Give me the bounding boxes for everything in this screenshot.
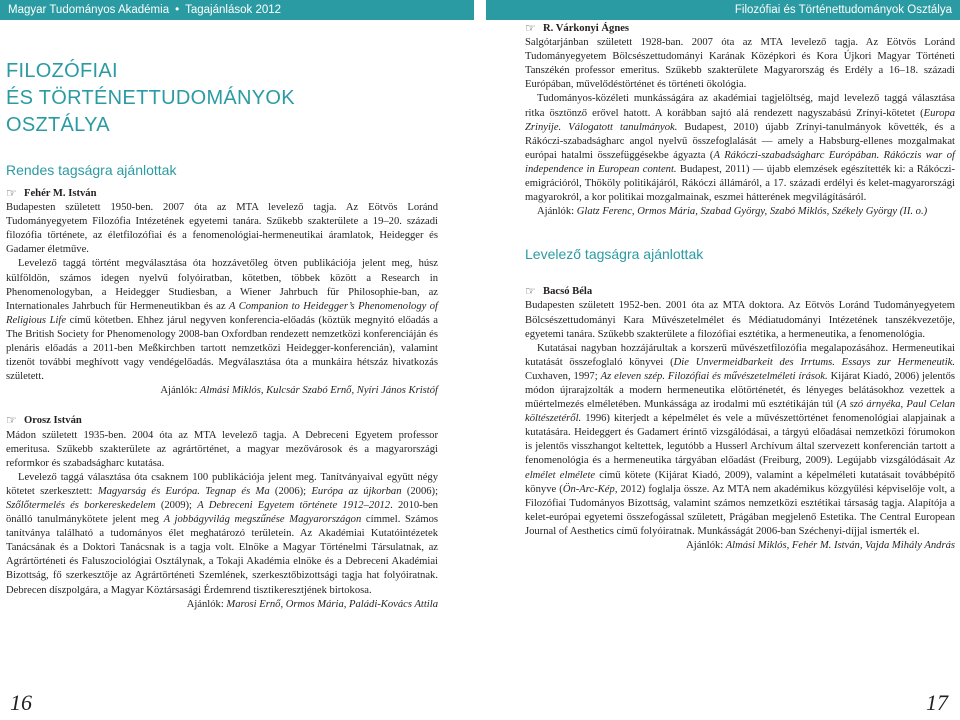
book-title: Európa az újkorban [311,485,402,497]
book-title: Die Unvermeidbarkeit des Irrtums. Essays zur Hermeneutik. [673,356,955,368]
recommenders-names: Almási Miklós, Kulcsár Szabó Ernő, Nyíri János Kristóf [197,385,438,397]
text-run: Cuxhaven, 1997; [525,370,601,382]
book-title: Az elmélet elmélete [525,455,955,481]
book-title: A Rákóczi-szabadságharc Európában. Rákóczis war of independence in European content. [525,149,955,175]
text-run: című kötetben. Ehhez járul negyven konferencia-előadás (köztük megnyitó előadás a The British Society for Phenomenology 2008-ban Oxfordban rendezett nemzetközi konferenciáján és plenáris előadás a 2011-ben Meßkirchben tartott nemzetközi Heidegger-konferencián), valamint tizenöt további meghívott vagy vendégelőadás. Megválasztása óta a munkáira hétszáz hivatkozás született. [6,314,438,383]
person-entry-varkonyi [525,22,955,219]
header-publication: Tagajánlások 2012 [185,4,282,16]
person-name [525,285,955,299]
person-name [6,187,438,201]
text-run: 1996) kiterjedt a képelmélet és vele a művészettörténet fenomenológiai alapjainak a kutatására. Heideggert és Gadamert érintő vizsgálódásai, a tárgyú előadásai nemzetközi fórumokon is jelentős visszhangot keltettek, legutóbb a Husserl Archívum által szervezett konferencián tartott a fenomenológia és a hermeneutika tárgyában előadást (Freiburg, 2009). Legújabb vizsgálódásait [525,413,955,467]
recommenders-label: Ajánlók: [537,206,575,218]
text-run: Kijárat Kiadó, 2006) jelentős módon újrarajzolták a modern hermeneutika elötörténetét, és lényeges belátásokhoz vezettek a műértelmezés elméletében. Munkássága az irodalmi mű esztétikáján túl ( [525,370,956,411]
page-title-line-3: OSZTÁLYA [6,114,110,136]
page-header-right [486,0,960,20]
page-number-left: 16 [10,690,32,715]
recommenders-label: Ajánlók: [686,540,724,551]
header-org: Magyar Tudományos Akadémia [8,4,170,16]
book-title: A szó árnyéka, Paul Celan költészetéről. [525,399,955,425]
page-title-line-1: FILOZÓFIAI [6,60,118,82]
achievements-paragraph [6,471,438,598]
achievements-paragraph [525,92,955,205]
person-name-text: Bacsó Béla [543,286,593,298]
recommenders-label: Ajánlók: [186,598,224,610]
text-run: Kutatásai nagyban hozzájárultak a korszerű művészetfilozófia megalapozásához. Hermeneutikai kutatását összefoglaló könyvei ( [525,342,955,368]
bio-paragraph: Salgótarjánban született 1928-ban. 2007 óta az MTA levelező tagja. Az Eötvös Loránd Tudományegyetem Bölcsészettudományi Karának Középkori és Kora Újkori Magyar Történeti Tanszékén professor emeritus. Szűkebb szakterülete Magyarország és Erdély a 16–18. századi Európában, művelődéstörténet és történeti ökológia. [525,37,955,91]
recommenders-label: Ajánlók: [160,385,198,397]
page-title [6,58,438,139]
person-name [6,414,438,428]
pointing-hand-icon: ☞ [6,186,17,200]
person-name-text: Fehér M. István [24,188,97,199]
text-run: Levelező taggá választása óta csaknem 100 publikációja jelent meg. Tanítványaival együtt négy kötetet szerkesztett: [6,471,438,497]
page-header-left [0,0,474,20]
book-title: Magyarság és Európa. Tegnap és Ma [97,485,270,497]
book-title: A Companion to Heidegger’s Phenomenology of Religious Life [6,300,438,326]
bio-paragraph: Budapesten született 1950-ben. 2007 óta az MTA levelező tagja. Az Eötvös Loránd Tudományegyetem Filozófia Intézetének egyetemi tanára. Szűkebb szakterülete a 19–20. századi filozófia története, az életfilozófiai és a fenomenológiai-hermeneutikai áramlatok, Heidegger és Gadamer életműve. [6,202,438,256]
recommenders-names: Glatz Ferenc, Ormos Mária, Szabad György, Szabó Miklós, Székely György (II. o.) [574,206,928,218]
left-column [6,22,438,612]
book-title: Szőlőtermelés és borkereskedelem [6,499,156,511]
person-name-text: Orosz István [24,415,82,427]
page-title-line-2: ÉS TÖRTÉNETTUDOMÁNYOK [6,87,295,109]
section-heading-corresponding: Levelező tagságra ajánlottak [525,246,704,263]
text-run: , 2012) foglalja össze. Az MTA nem akadémikus közgyűlési képviselője volt, a Filozófiai Tudományos Bizottság, valamint számos nemzetközi esztétikai társaság tagja. Alapítója a kelet-európai egyetemi összefogással született, Prágában megjelenő Estetika. The Central European Journal of Aesthetics című folyóiratnak. Munkásságát 2006-ban Széchenyi-díjjal ismerték el. [525,483,955,537]
page-number-right: 17 [926,690,948,715]
text-run: Budapest, 2011) — újabb elemzések egészítették ki: a Rákóczi-emigrációról, Thököly politikájáról, Rákóczi állámáról, a 17. századi erdélyi és kelet-magyarországi magyarokról, a kor politikai mozgalmainak, eszmei hátterének megvilágításáról. [525,163,955,204]
text-run: Tudományos-közéleti munkásságára az akadémiai tagjelöltség, majd levelező taggá választása ritka ösztönző erővel hatott. A korábban sajtó alá rendezett nagyszabású Zrínyi-kötetet ( [525,93,955,119]
pointing-hand-icon: ☞ [6,413,17,428]
text-run: címmel. Számos tanítványa található a tudományos élet meghatározó területein. Az Akadémiai Kutatóintézetek Tanácsának és a Doktori Tanácsnak is a tagja volt. Elnöke a Magyar Történelmi Társulatnak, az Agrártörténeti és Faluszociológiai Osztálynak, a Tokaji Akadémia elnöke és a Debreceni Akadémiai Bizottság, fő szerkesztője az Agrártörténeti Szemlének, szerkesztőbizottsági tagja hat folyóiratnak. Debrecen díszpolgára, a Magyar Köztársasági Érdemrend tisztikeresztjének birtokosa. [6,514,438,596]
book-title: A jobbágyvilág megszűnése Magyarországon [163,514,362,526]
recommenders [6,384,438,398]
person-name [525,22,955,36]
text-run: (2009); [155,499,198,511]
text-run: című kötete (Kijárat Kiadó, 2009), valamint a képelméleti kutatásait továbbépítő könyve ( [525,469,955,495]
recommenders [525,539,955,553]
book-title: Az eleven szép. Filozófiai és művészetelméleti írások. [600,370,828,382]
header-separator: • [175,4,180,16]
recommenders [6,598,438,612]
text-run: Budapest, 2010) újabb Zrínyi-tanulmányok követték, és a Rákóczi-szabadságharc angol nyelvű összefoglalását — amely a Habsburg-ellenes mozgalmakat európai hatalmi összefüggésekbe ágyazta ( [525,121,955,161]
person-entry-feher [6,187,438,398]
text-run: Levelező taggá történt megválasztása óta hozzávetőleg ötven publikációja jelent meg, húsz külföldön, számos idegen nyelvű folyóiratban, kötetben, többek között a Research in Phenomenologyban, a Heidegger Studiesban, a Wiener Jahrbuch für Philosophie-ban, az Internationales Jahrbuch für Hermeneutikban és az [6,258,438,312]
section-heading-regular: Rendes tagságra ajánlottak [6,162,177,178]
recommenders-names: Marosi Ernő, Ormos Mária, Paládi-Kovács Attila [223,598,438,610]
pointing-hand-icon: ☞ [525,21,536,35]
header-section-title: Filozófiai és Történettudományok Osztálya [734,4,952,16]
bio-paragraph: Budapesten született 1952-ben. 2001 óta az MTA doktora. Az Eötvös Loránd Tudományegyetem Bölcsészettudományi Kara Művészetelmélet és Médiatudományi Intézetének tanszékvezetője, egyetemi tanára. Szűkebb szakterülete a filozófiai esztétika, a hermeneutika, a fenomenológia. [525,300,955,340]
achievements-paragraph [6,257,438,384]
text-run: . 2010-ben önálló tanulmánykötete jelent meg [6,499,439,526]
right-column [525,22,955,553]
bio-paragraph: Mádon született 1935-ben. 2004 óta az MTA levelező tagja. A Debreceni Egyetem professor emeritusa. Szűkebb szakterülete az agrártörténet, a magyar mezővárosok és a magyarországi reformkor és szabadságharc kutatása. [6,429,438,469]
achievements-paragraph [525,342,955,539]
book-title: Ön-Arc-Kép [562,483,615,495]
book-title: A Debreceni Egyetem története 1912–2012 [197,499,391,511]
person-entry-bacso [525,285,955,553]
book-title: Europa Zrinyije. Válogatott tanulmányok. [525,107,955,133]
person-entry-orosz [6,414,438,611]
recommenders [525,205,955,219]
pointing-hand-icon: ☞ [525,284,536,299]
person-name-text: R. Várkonyi Ágnes [543,23,630,34]
recommenders-names: Almási Miklós, Fehér M. István, Vajda Mihály András [723,540,955,551]
text-run: (2006); [401,485,439,497]
text-run: (2006); [269,485,312,497]
